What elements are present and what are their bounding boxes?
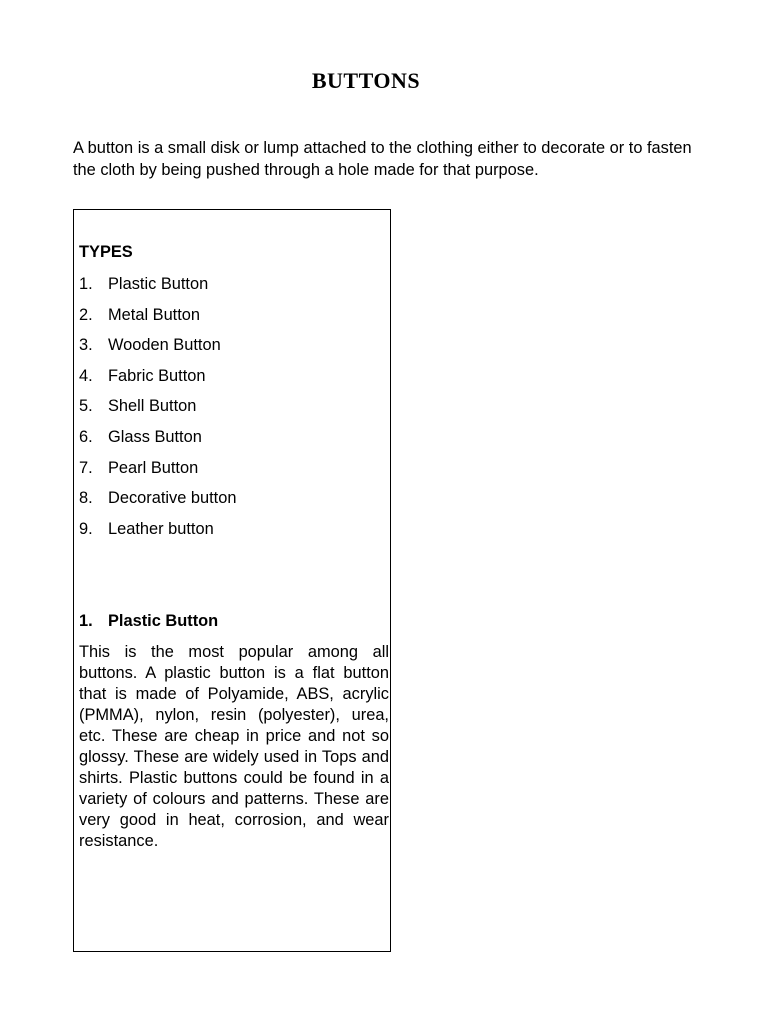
section-heading-label: Plastic Button: [108, 612, 219, 630]
list-item-number: 7.: [79, 458, 93, 477]
list-item-number: 8.: [79, 489, 93, 508]
list-item: [79, 426, 236, 457]
types-box: [73, 209, 391, 952]
list-item-label: Glass Button: [108, 427, 202, 446]
list-item-label: Wooden Button: [108, 336, 221, 355]
list-item-number: 6.: [79, 427, 93, 446]
page-title: BUTTONS: [311, 68, 421, 93]
list-item-number: 4.: [79, 366, 93, 385]
list-item-label: Metal Button: [108, 305, 201, 324]
list-item-label: Fabric Button: [108, 366, 206, 385]
list-item: [79, 273, 236, 304]
list-item: [79, 518, 236, 549]
list-item-label: Leather button: [108, 519, 214, 538]
list-item: [79, 395, 236, 426]
list-item: [79, 457, 236, 488]
types-heading: TYPES: [79, 243, 133, 261]
list-item: [79, 487, 236, 518]
list-item-label: Plastic Button: [108, 275, 209, 293]
list-item-label: Decorative button: [108, 489, 237, 508]
section-heading-number: 1.: [79, 612, 93, 630]
list-item: [79, 304, 236, 335]
section-heading: [79, 612, 218, 631]
list-item-number: 2.: [79, 305, 93, 324]
list-item: [79, 365, 236, 396]
list-item-label: Pearl Button: [108, 458, 199, 477]
list-item: [79, 334, 236, 365]
list-item-number: 3.: [79, 336, 93, 355]
list-item-number: 1.: [79, 275, 93, 293]
section-body: This is the most popular among all buttons. A plastic button is a flat button that is made of Polyamide, ABS, acrylic (PMMA), nylon, resin (polyester), urea, etc. These are cheap in price and not so glossy. These are widely used in Tops and shirts. Plastic buttons could be found in a variety of colours and patterns. These are very good in heat, corrosion, and wear resistance.: [79, 643, 389, 850]
intro-paragraph: A button is a small disk or lump attached to the clothing either to decorate or to fasten the cloth by being pushed through a hole made for that purpose.: [73, 139, 692, 179]
list-item-number: 5.: [79, 397, 93, 416]
list-item-number: 9.: [79, 519, 93, 538]
list-item-label: Shell Button: [108, 397, 197, 416]
types-list: [79, 273, 236, 548]
